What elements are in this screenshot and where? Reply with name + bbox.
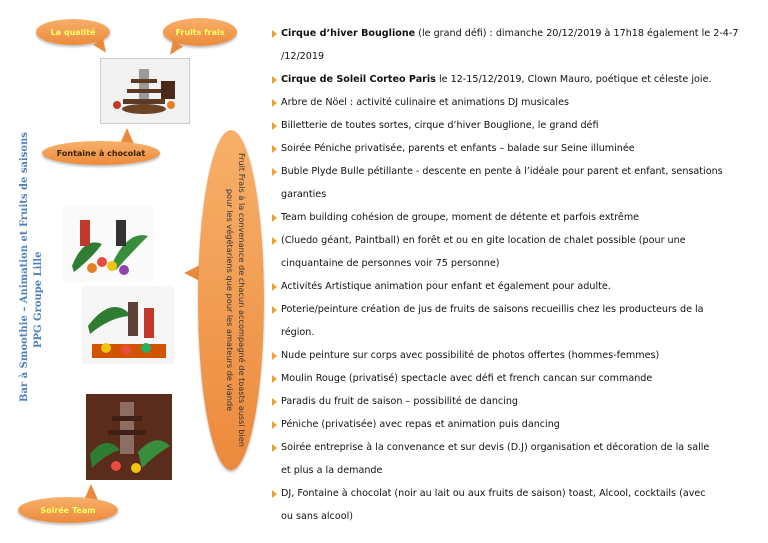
activity-item-text: (le grand défi) : dimanche 20/12/2019 à 17h18 également le 2-4-7	[415, 28, 739, 39]
soiree-fountain-illustration	[86, 394, 172, 480]
bullet-arrow-icon	[272, 283, 277, 291]
bullet-arrow-icon	[272, 214, 277, 222]
activity-item	[272, 91, 760, 114]
bullet-arrow-icon	[272, 444, 277, 452]
bullet-arrow-icon	[272, 122, 277, 130]
activity-item-text: et plus a la demande	[281, 465, 383, 476]
activity-item	[272, 413, 760, 436]
activity-item	[272, 22, 760, 45]
activity-item	[272, 390, 760, 413]
side-title-line1: Bar à Smoothie – Animation et Fruits de saisons	[19, 132, 30, 402]
callout-qualite-label: La qualité	[50, 27, 96, 37]
activity-item-bold: Cirque de Soleil Corteo Paris	[281, 74, 436, 85]
callout-soiree-team	[18, 497, 118, 523]
side-title-line2: PPG Groupe Lille	[33, 251, 44, 348]
bullet-arrow-icon	[272, 237, 277, 245]
activity-item-text: (Cluedo géant, Paintball) en forêt et ou en gite location de chalet possible (pour une	[281, 235, 686, 246]
activity-item-text: Paradis du fruit de saison – possibilité de dancing	[281, 396, 519, 407]
palm-fruit-illustration	[82, 286, 174, 364]
activity-item-text: Billetterie de toutes sortes, cirque d’hiver Bouglione, le grand défi	[281, 120, 599, 131]
bullet-arrow-icon	[272, 375, 277, 383]
activity-item-continuation	[272, 45, 760, 68]
callout-fontaine-label: Fontaine à chocolat	[56, 148, 146, 158]
activity-item-text: région.	[281, 327, 315, 338]
bullet-arrow-icon	[272, 30, 277, 38]
bullet-arrow-icon	[272, 398, 277, 406]
activity-item	[272, 160, 760, 183]
activity-item-text: Nude peinture sur corps avec possibilité de photos offertes (hommes-femmes)	[281, 350, 660, 361]
activity-item-text: Team building cohésion de groupe, moment de détente et parfois extrême	[281, 212, 640, 223]
activity-item-continuation	[272, 459, 760, 482]
callout-fontaine	[42, 141, 160, 165]
bullet-arrow-icon	[272, 352, 277, 360]
callout-soiree-team-label: Soirée Team	[40, 505, 96, 515]
activities-list	[272, 22, 760, 528]
activity-item-text: Soirée entreprise à la convenance et sur devis (D.J) organisation et décoration de la salle	[281, 442, 710, 453]
smoothie-bar-illustration	[62, 206, 154, 282]
palm-fruit-photo	[82, 286, 174, 364]
activity-item	[272, 482, 760, 505]
soiree-fountain-photo	[86, 394, 172, 480]
activity-item-text: Buble Plyde Bulle pétillante - descente en pente à l’idéale pour parent et enfant, sensations	[281, 166, 723, 177]
chocolate-fountain-photo	[100, 58, 190, 124]
activity-item-text: Activités Artistique animation pour enfant et également pour adulte.	[281, 281, 611, 292]
activity-item	[272, 275, 760, 298]
activity-item-continuation	[272, 252, 760, 275]
chocolate-fountain-illustration	[101, 59, 189, 123]
side-bubble-text: Fruit Frais à la convenance de chacun accompagné de toasts aussi bien pour les végétariens que pour les amateurs de viande	[225, 152, 247, 448]
activity-item-text: ou sans alcool)	[281, 511, 353, 522]
activity-item-text: Poterie/peinture création de jus de fruits de saisons recueillis chez les producteurs de la	[281, 304, 704, 315]
activity-item-text: /12/2019	[281, 51, 325, 62]
activity-item-text: Soirée Péniche privatisée, parents et enfants – balade sur Seine illuminée	[281, 143, 635, 154]
activity-item	[272, 114, 760, 137]
smoothie-bar-photo	[62, 206, 154, 282]
activity-item	[272, 344, 760, 367]
side-bubble	[198, 130, 264, 470]
bullet-arrow-icon	[272, 421, 277, 429]
bullet-arrow-icon	[272, 145, 277, 153]
activity-item-text: garanties	[281, 189, 327, 200]
bullet-arrow-icon	[272, 306, 277, 314]
activity-item	[272, 137, 760, 160]
activity-item-continuation	[272, 505, 760, 528]
activity-item	[272, 436, 760, 459]
bullet-arrow-icon	[272, 490, 277, 498]
activity-item	[272, 229, 760, 252]
activity-item-continuation	[272, 183, 760, 206]
bullet-arrow-icon	[272, 99, 277, 107]
bullet-arrow-icon	[272, 76, 277, 84]
activity-item-bold: Cirque d’hiver Bouglione	[281, 28, 416, 39]
activity-item	[272, 367, 760, 390]
bullet-arrow-icon	[272, 168, 277, 176]
activity-item	[272, 68, 760, 91]
activity-item-continuation	[272, 321, 760, 344]
activity-item-text: Péniche (privatisée) avec repas et animation puis dancing	[281, 419, 560, 430]
activity-item-text: DJ, Fontaine à chocolat (noir au lait ou aux fruits de saison) toast, Alcool, cocktails (avec	[281, 488, 706, 499]
activity-item	[272, 298, 760, 321]
activity-item-text: Moulin Rouge (privatisé) spectacle avec défi et french cancan sur commande	[281, 373, 653, 384]
side-title	[18, 132, 56, 406]
activity-item-text: le 12-15/12/2019, Clown Mauro, poétique et céleste joie.	[435, 74, 712, 85]
activity-item-text: Arbre de Nöel : activité culinaire et animations DJ musicales	[281, 97, 569, 108]
callout-fruits-frais-label: Fruits frais	[175, 27, 225, 37]
activity-item	[272, 206, 760, 229]
activity-item-text: cinquantaine de personnes voir 75 personne)	[281, 258, 500, 269]
